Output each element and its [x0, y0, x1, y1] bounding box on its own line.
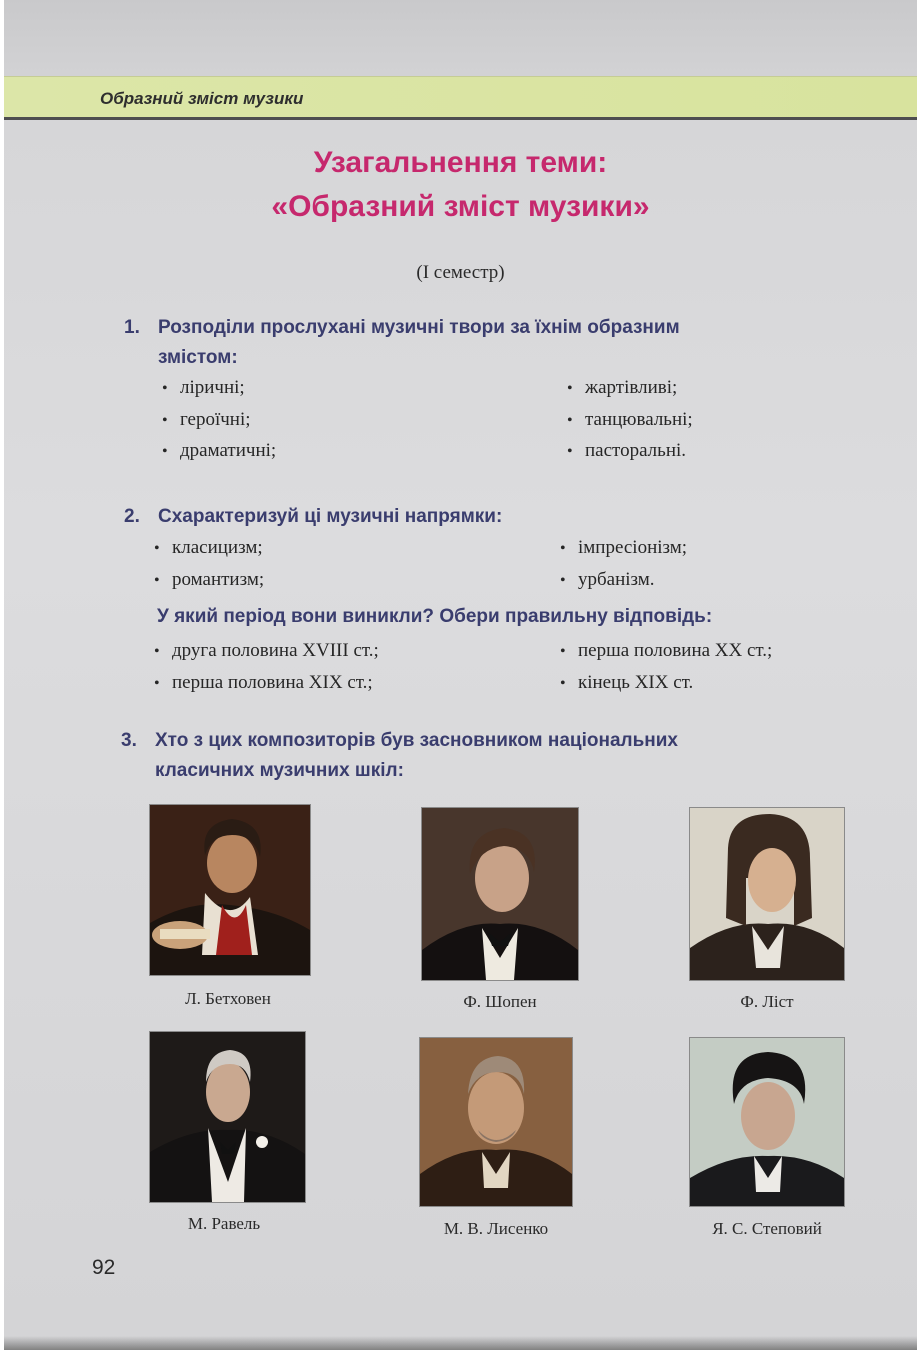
list-item: • імпресіонізм; [560, 533, 687, 565]
question-2 [124, 502, 884, 532]
list-item: • друга половина XVIII ст.; [154, 636, 379, 668]
composer-caption: Я. С. Степовий [712, 1219, 822, 1238]
list-item: • пасторальні. [567, 436, 693, 468]
section-header-band [4, 76, 917, 120]
question-text: Розподіли прослухані музичні твори за їхнім образним [158, 317, 680, 338]
composer-caption: Л. Бетховен [185, 989, 271, 1008]
question-text: Хто з цих композиторів був засновником національних [155, 730, 679, 751]
question-2-answers-left [154, 636, 379, 699]
portrait-stepovyi-icon [690, 1038, 844, 1206]
page-title-line-2: «Образний зміст музики» [271, 190, 650, 223]
question-number: 3. [121, 730, 137, 751]
question-number: 2. [124, 506, 140, 527]
page-edge-shadow [4, 1336, 917, 1350]
semester-label: (І семестр) [416, 262, 505, 283]
question-3 [121, 726, 901, 786]
list-item: • героїчні; [162, 405, 276, 437]
question-1 [124, 313, 884, 373]
page-number: 92 [92, 1256, 116, 1279]
portrait-beethoven-icon [150, 805, 310, 975]
composer-caption: М. В. Лисенко [443, 1219, 549, 1238]
question-2-list-left [154, 533, 264, 596]
list-item: • романтизм; [154, 565, 264, 597]
question-text-continuation: змістом: [158, 347, 238, 368]
list-item: • драматичні; [162, 436, 276, 468]
page-title-line-1: Узагальнення теми: [313, 146, 608, 179]
question-2-answers-right [560, 636, 772, 699]
question-1-list-left [162, 373, 276, 468]
list-item: • танцювальні; [567, 405, 693, 437]
composer-caption: М. Равель [187, 1214, 261, 1233]
list-item: • перша половина XX ст.; [560, 636, 772, 668]
list-item: • класицизм; [154, 533, 264, 565]
list-item: • кінець XIX ст. [560, 668, 772, 700]
list-item: • урбанізм. [560, 565, 687, 597]
list-item: • жартівливі; [567, 373, 693, 405]
question-2-subquestion: У який період вони виникли? Обери правильну відповідь: [157, 606, 713, 627]
textbook-page [4, 0, 917, 1350]
question-1-list-right [567, 373, 693, 468]
question-number: 1. [124, 317, 140, 338]
composer-caption: Ф. Шопен [463, 992, 537, 1011]
composer-caption: Ф. Ліст [740, 992, 794, 1011]
section-title: Образний зміст музики [100, 89, 304, 108]
question-2-list-right [560, 533, 687, 596]
question-text-continuation: класичних музичних шкіл: [155, 760, 404, 781]
portrait-lysenko-icon [420, 1038, 572, 1206]
portrait-chopin-icon [422, 808, 578, 980]
portrait-ravel-icon [150, 1032, 305, 1202]
list-item: • ліричні; [162, 373, 276, 405]
question-text: Схарактеризуй ці музичні напрямки: [158, 506, 503, 527]
portrait-liszt-icon [690, 808, 844, 980]
list-item: • перша половина XIX ст.; [154, 668, 379, 700]
